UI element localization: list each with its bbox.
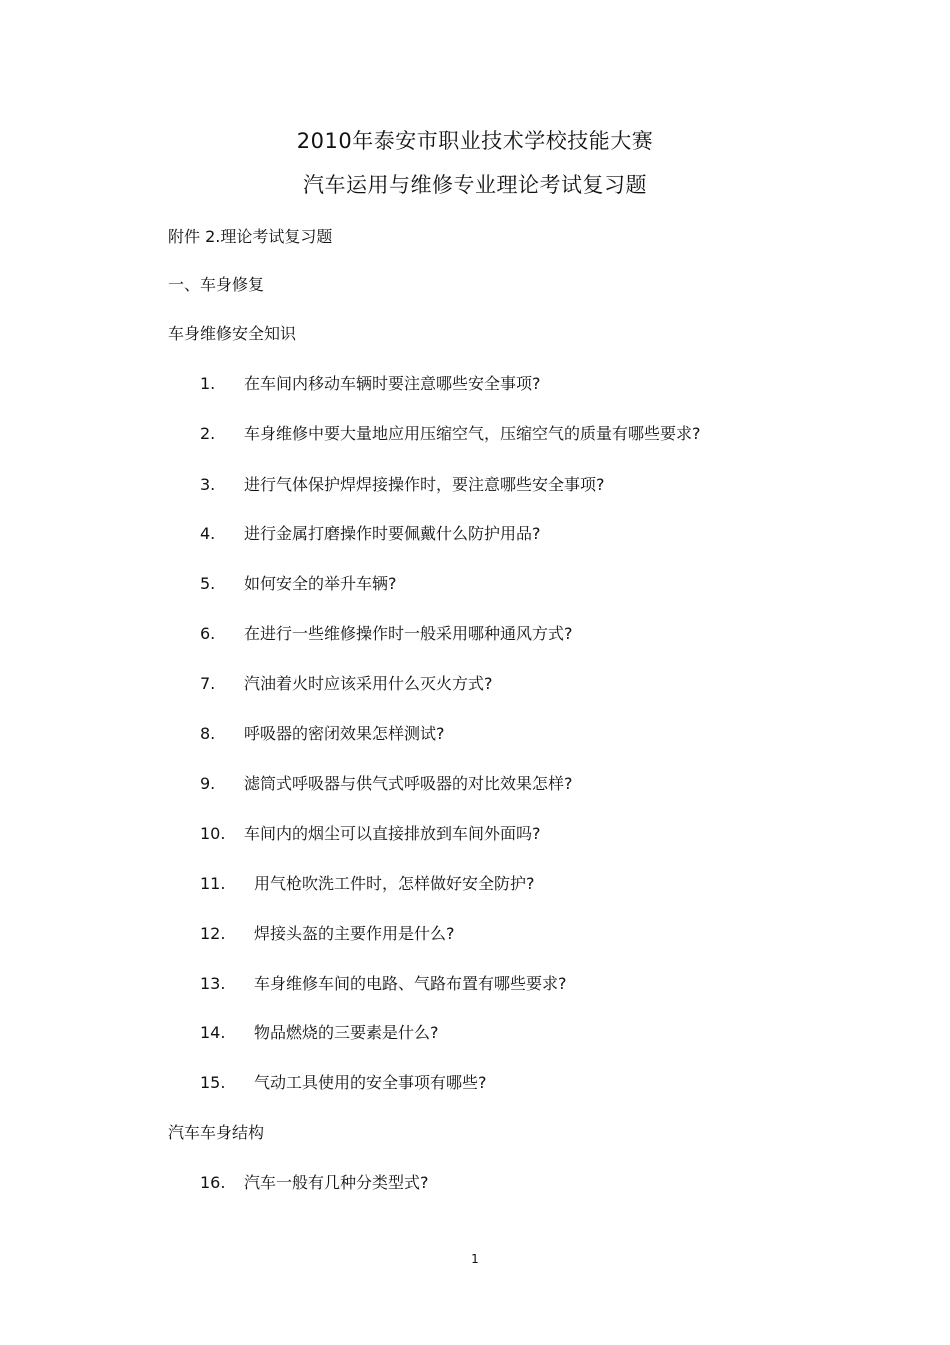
question-number: 13. bbox=[200, 974, 226, 993]
document-title: 2010年泰安市职业技术学校技能大赛 bbox=[296, 129, 654, 153]
question-text: 汽油着火时应该采用什么灭火方式? bbox=[244, 674, 493, 693]
question-number: 9. bbox=[200, 774, 216, 793]
question-number: 16. bbox=[200, 1173, 226, 1192]
question-number: 11. bbox=[200, 874, 226, 893]
question-number: 2. bbox=[200, 424, 216, 443]
question-text: 汽车一般有几种分类型式? bbox=[244, 1173, 429, 1192]
document-subtitle: 汽车运用与维修专业理论考试复习题 bbox=[303, 173, 647, 197]
question-text: 气动工具使用的安全事项有哪些? bbox=[254, 1073, 487, 1092]
question-number: 4. bbox=[200, 524, 216, 543]
question-number: 1. bbox=[200, 374, 216, 393]
question-text: 焊接头盔的主要作用是什么? bbox=[254, 924, 455, 943]
question-text: 进行金属打磨操作时要佩戴什么防护用品? bbox=[244, 524, 541, 543]
question-text: 如何安全的举升车辆? bbox=[244, 574, 397, 593]
question-text: 车身维修车间的电路、气路布置有哪些要求? bbox=[254, 974, 567, 993]
question-number: 7. bbox=[200, 674, 216, 693]
section-heading: 一、车身修复 bbox=[168, 275, 265, 294]
subsection-heading: 车身维修安全知识 bbox=[168, 324, 297, 343]
question-number: 10. bbox=[200, 824, 226, 843]
question-number: 8. bbox=[200, 724, 216, 743]
question-number: 12. bbox=[200, 924, 226, 943]
question-text: 滤筒式呼吸器与供气式呼吸器的对比效果怎样? bbox=[244, 774, 573, 793]
question-text: 在车间内移动车辆时要注意哪些安全事项? bbox=[244, 374, 541, 393]
question-text: 物品燃烧的三要素是什么? bbox=[254, 1023, 439, 1042]
subsection-heading: 汽车车身结构 bbox=[168, 1123, 265, 1142]
page-number: 1 bbox=[471, 1252, 479, 1266]
question-text: 呼吸器的密闭效果怎样测试? bbox=[244, 724, 445, 743]
question-number: 15. bbox=[200, 1073, 226, 1092]
question-text: 车间内的烟尘可以直接排放到车间外面吗? bbox=[244, 824, 541, 843]
attachment-label: 附件 2.理论考试复习题 bbox=[168, 227, 333, 246]
question-number: 5. bbox=[200, 574, 216, 593]
question-number: 14. bbox=[200, 1023, 226, 1042]
question-text: 用气枪吹洗工件时，怎样做好安全防护? bbox=[254, 874, 535, 893]
question-text: 车身维修中要大量地应用压缩空气，压缩空气的质量有哪些要求? bbox=[244, 424, 701, 443]
question-number: 3. bbox=[200, 475, 216, 494]
question-text: 在进行一些维修操作时一般采用哪种通风方式? bbox=[244, 624, 573, 643]
question-text: 进行气体保护焊焊接操作时，要注意哪些安全事项? bbox=[244, 475, 605, 494]
question-number: 6. bbox=[200, 624, 216, 643]
